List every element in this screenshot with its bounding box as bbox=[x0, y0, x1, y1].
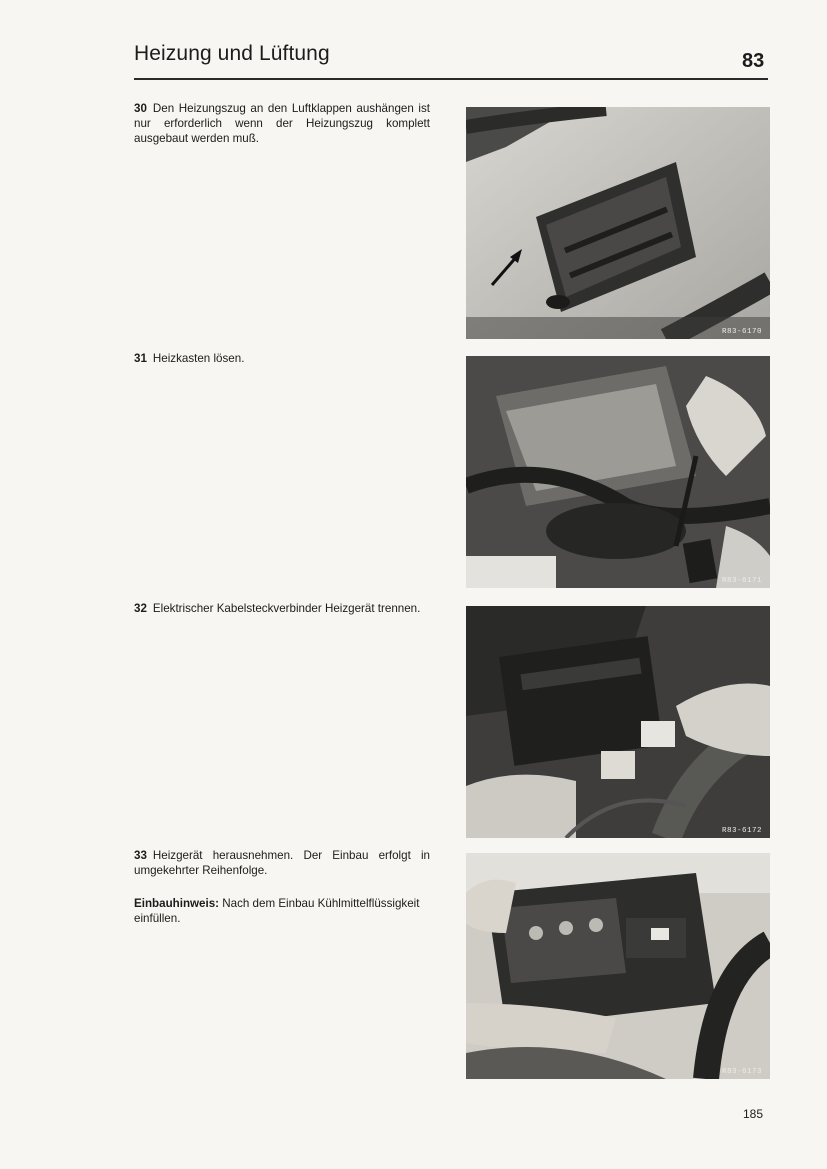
photo-heater-loosen bbox=[466, 356, 770, 588]
connector-photo-icon bbox=[466, 606, 770, 838]
step-number: 30 bbox=[134, 102, 147, 115]
step-number: 33 bbox=[134, 849, 147, 862]
photo-code: R83-6171 bbox=[721, 577, 762, 585]
step-number: 31 bbox=[134, 352, 147, 365]
photo-code: R83-6170 bbox=[721, 328, 762, 336]
section-title: Heizung und Lüftung bbox=[134, 42, 330, 65]
step-number: 32 bbox=[134, 602, 147, 615]
heater-box-photo-icon bbox=[466, 107, 770, 339]
photo-code: R83-6172 bbox=[721, 827, 762, 835]
photo-heater-box bbox=[466, 107, 770, 339]
heater-removal-photo-icon bbox=[466, 853, 770, 1079]
photo-code: R83-6173 bbox=[721, 1068, 762, 1076]
chapter-number: 83 bbox=[742, 50, 765, 72]
step-text: Elektrischer Kabelsteckverbinder Heizgerät trennen. bbox=[152, 602, 421, 615]
step-33 bbox=[134, 848, 430, 878]
note-text: Nach dem Einbau Kühlmittelflüssigkeit einfüllen. bbox=[134, 897, 420, 925]
page-number: 185 bbox=[743, 1107, 764, 1121]
note-label: Einbauhinweis: bbox=[134, 897, 220, 910]
header-divider bbox=[134, 78, 768, 80]
installation-note bbox=[134, 896, 430, 926]
screwdriver-photo-icon bbox=[466, 356, 770, 588]
photo-cable-connector bbox=[466, 606, 770, 838]
step-text: Den Heizungszug an den Luftklappen aushängen ist nur erforderlich wenn der Heizungszug komplett ausgebaut werden muß. bbox=[134, 102, 430, 145]
photo-heater-removal bbox=[466, 853, 770, 1079]
step-32 bbox=[134, 601, 430, 616]
step-31 bbox=[134, 351, 430, 366]
step-30 bbox=[134, 101, 430, 146]
step-text: Heizgerät herausnehmen. Der Einbau erfolgt in umgekehrter Reihenfolge. bbox=[134, 849, 430, 877]
step-text: Heizkasten lösen. bbox=[152, 352, 245, 365]
